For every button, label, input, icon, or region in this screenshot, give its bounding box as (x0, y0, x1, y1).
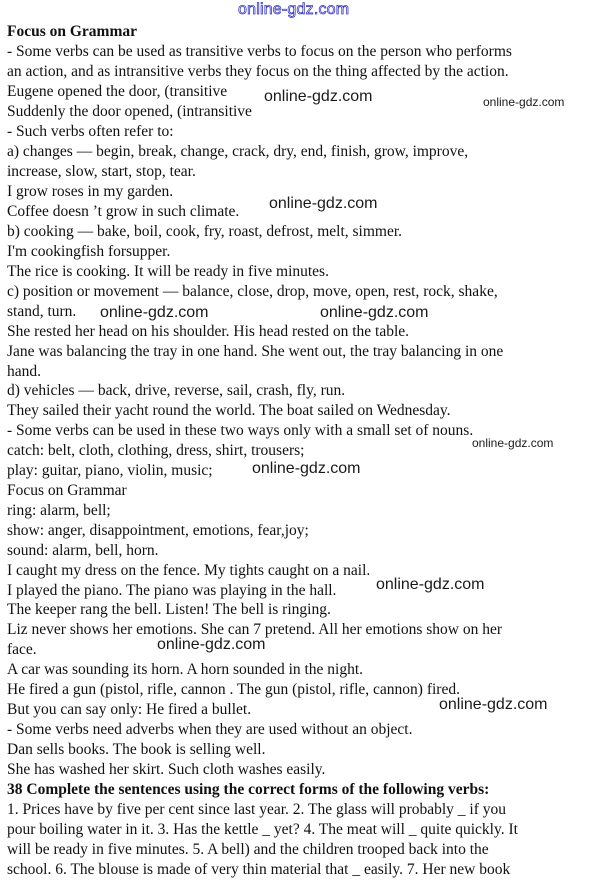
text-line: increase, slow, start, stop, tear. (7, 163, 196, 180)
text-line: Coffee doesn ’t grow in such climate. (7, 203, 240, 220)
text-line: She has washed her skirt. Such cloth washes easily. (7, 761, 326, 778)
section-heading: Focus on Grammar (7, 23, 138, 40)
text-line: Liz never shows her emotions. She can 7 pretend. All her emotions show on her (7, 621, 503, 638)
watermark: online-gdz.com (264, 88, 373, 105)
text-line: He fired a gun (pistol, rifle, cannon . The gun (pistol, rifle, cannon) fired. (7, 681, 460, 698)
watermark-top: online-gdz.com (238, 1, 350, 18)
text-line: stand, turn. (7, 303, 77, 320)
text-line: c) position or movement — balance, close, drop, move, open, rest, rock, shake, (7, 283, 498, 300)
text-line: show: anger, disappointment, emotions, fear,joy; (7, 522, 309, 539)
text-line: Eugene opened the door, (transitive (7, 83, 228, 100)
text-line: I caught my dress on the fence. My tights caught on a nail. (7, 562, 371, 579)
watermark: online-gdz.com (483, 95, 565, 109)
text-line: 1. Prices have by five per cent since last year. 2. The glass will probably _ if you (7, 801, 507, 818)
text-line: b) cooking — bake, boil, cook, fry, roast, defrost, melt, simmer. (7, 223, 403, 240)
text-line: pour boiling water in it. 3. Has the kettle _ yet? 4. The meat will _ quite quickly. It (7, 821, 518, 838)
text-line: - Some verbs can be used as transitive verbs to focus on the person who performs (7, 43, 512, 60)
text-line: Suddenly the door opened, (intransitive (7, 103, 252, 120)
text-line: face. (7, 641, 37, 658)
text-line: Focus on Grammar (7, 482, 127, 499)
text-line: The keeper rang the bell. Listen! The bell is ringing. (7, 601, 331, 618)
text-line: I grow roses in my garden. (7, 183, 174, 200)
watermark: online-gdz.com (472, 436, 554, 450)
watermark: online-gdz.com (320, 304, 429, 321)
text-line: Jane was balancing the tray in one hand. She went out, the tray balancing in one (7, 343, 504, 360)
text-line: The rice is cooking. It will be ready in five minutes. (7, 263, 329, 280)
text-line: - Such verbs often refer to: (7, 123, 174, 140)
text-line: ring: alarm, bell; (7, 502, 111, 519)
text-line: They sailed their yacht round the world. The boat sailed on Wednesday. (7, 402, 451, 419)
text-line: will be ready in five minutes. 5. A bell) and the children trooped back into the (7, 841, 489, 858)
watermark: online-gdz.com (376, 576, 485, 593)
watermark: online-gdz.com (100, 304, 209, 321)
text-line: She rested her head on his shoulder. His head rested on the table. (7, 323, 410, 340)
exercise-heading: 38 Complete the sentences using the correct forms of the following verbs: (7, 781, 490, 798)
text-line: an action, and as intransitive verbs they focus on the thing affected by the action. (7, 63, 509, 80)
watermark: online-gdz.com (252, 460, 361, 477)
text-line: - Some verbs can be used in these two ways only with a small set of nouns. (7, 422, 474, 439)
text-line: I played the piano. The piano was playing in the hall. (7, 582, 337, 599)
text-line: school. 6. The blouse is made of very thin material that _ easily. 7. Her new book (7, 861, 511, 878)
text-line: a) changes — begin, break, change, crack, dry, end, finish, grow, improve, (7, 143, 469, 160)
text-line: catch: belt, cloth, clothing, dress, shirt, trousers; (7, 442, 305, 459)
text-line: play: guitar, piano, violin, music; (7, 462, 213, 479)
text-line: I'm cookingfish forsupper. (7, 243, 171, 260)
text-line: sound: alarm, bell, horn. (7, 542, 159, 559)
text-line: Dan sells books. The book is selling well. (7, 741, 266, 758)
watermark: online-gdz.com (269, 195, 378, 212)
text-line: d) vehicles — back, drive, reverse, sail, crash, fly, run. (7, 382, 346, 399)
text-line: But you can say only: He fired a bullet. (7, 701, 252, 718)
text-line: A car was sounding its horn. A horn sounded in the night. (7, 661, 364, 678)
text-line: hand. (7, 363, 42, 380)
watermark: online-gdz.com (439, 696, 548, 713)
watermark: online-gdz.com (157, 636, 266, 653)
text-line: - Some verbs need adverbs when they are used without an object. (7, 721, 413, 738)
